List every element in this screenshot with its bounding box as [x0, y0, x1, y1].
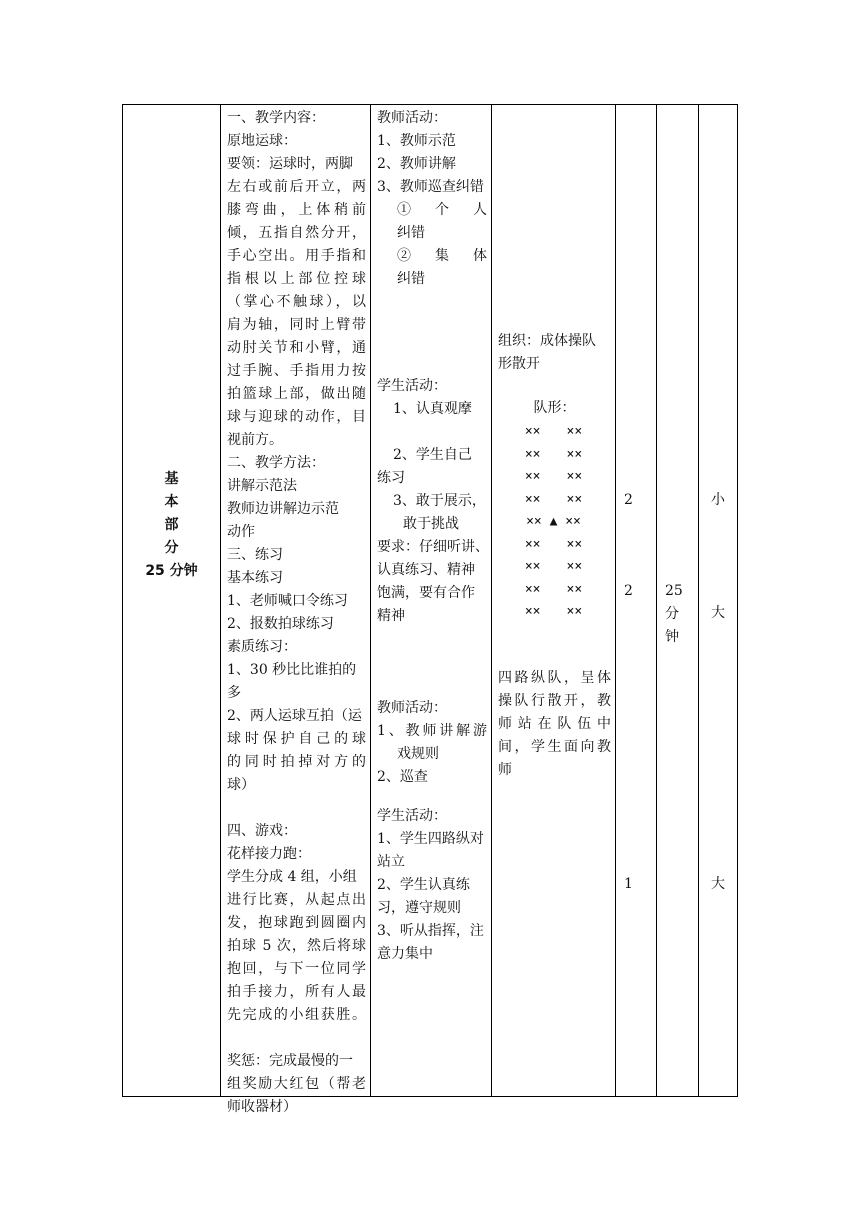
lesson-plan-table [122, 104, 738, 1115]
content-line: 2、两人运球互拍（运 [227, 708, 362, 724]
content-line: 过手腕、手指用力按 [227, 363, 366, 379]
formation-row: ×× ×× [524, 491, 583, 507]
count-value: 2 [624, 583, 633, 599]
activity-line: 精神 [377, 608, 405, 624]
content-line: 拍篮球上部，做出随 [227, 386, 366, 402]
activity-line: 学生活动： [377, 378, 447, 394]
activity-line: 练习 [377, 470, 405, 486]
content-line: 要领：运球时，两脚 [227, 156, 353, 172]
content-line: 球与迎球的动作，目 [227, 409, 366, 425]
content-line: 的同时拍掉对方的 [227, 754, 366, 770]
content-line: 左右或前后开立，两 [227, 179, 366, 195]
content-line: 四、游戏： [227, 823, 297, 839]
content-line: 师收器材） [227, 1099, 297, 1115]
content-line: 1、老师喊口令练习 [227, 593, 348, 609]
content-line: 肩为轴，同时上臂带 [227, 317, 366, 333]
activity-line: 2、学生认真练 [377, 877, 470, 893]
content-line: 素质练习： [227, 639, 297, 655]
formation-row: ×× ×× [524, 469, 583, 484]
activity-line: 1、认真观摩 [393, 401, 472, 417]
intensity-value: 小 [711, 492, 725, 508]
content-line: 发，抱球跑到圆圈内 [227, 915, 366, 931]
content-line: 1、30 秒比比谁拍的 [227, 662, 357, 678]
section-duration: 25 分钟 [145, 563, 198, 579]
formation-row: ×× ×× [524, 424, 583, 439]
content-line: 原地运球： [227, 133, 297, 149]
formation-row: ×× ×× [524, 581, 583, 597]
intensity-column [699, 105, 737, 1096]
content-line: 视前方。 [227, 432, 283, 448]
activity-line: 教师活动： [377, 700, 447, 716]
content-line: 膝弯曲，上体稍前 [227, 202, 366, 218]
activity-line: ② 集 体 [397, 248, 487, 264]
content-line [227, 1027, 366, 1050]
content-line: 拍球 5 次，然后将球 [227, 938, 366, 954]
activity-line: 饱满，要有合作 [377, 585, 475, 601]
activity-line: 要求：仔细听讲、 [377, 539, 489, 555]
activity-line: 学生活动： [377, 808, 447, 824]
activity-line: ① 个 人 [397, 202, 487, 218]
content-line: 动作 [227, 524, 255, 540]
formation-row: ×× ×× [524, 536, 583, 552]
intensity-value: 大 [711, 876, 725, 892]
time-value: 25 [665, 583, 683, 599]
content-line: 学生分成 4 组，小组 [227, 869, 357, 885]
activity-line: 习，遵守规则 [377, 900, 461, 916]
formation-row: ×× ×× [524, 446, 583, 462]
organization-line: 四路纵队，呈体 [498, 670, 611, 686]
content-line: 三、练习 [227, 547, 283, 563]
activity-line: 纠错 [397, 225, 425, 241]
section-char: 本 [164, 494, 179, 510]
organization-line: 间，学生面向教 [498, 739, 611, 755]
content-line: 先完成的小组获胜。 [227, 1007, 366, 1023]
activity-line: 教师活动： [377, 110, 447, 126]
activity-line: 2、学生自己 [393, 447, 472, 463]
formation-row: ×× ×× [524, 604, 583, 619]
activity-line: 3、敢于展示， [393, 493, 486, 509]
content-line [227, 797, 366, 820]
count-value: 1 [624, 876, 633, 892]
organization-line: 师 [498, 762, 512, 778]
activity-line [377, 421, 487, 444]
section-char: 基 [164, 471, 179, 487]
activity-line: 站立 [377, 854, 405, 870]
content-line: 教师边讲解边示范 [227, 501, 339, 517]
formation-title: 队形： [533, 400, 576, 416]
formation-row: ×× ×× [524, 559, 583, 574]
organization-line: 组织：成体操队 [498, 333, 596, 349]
activity-line: 2、巡查 [377, 769, 428, 785]
activity-line: 1、教师示范 [377, 133, 456, 149]
content-line: 动肘关节和小臂，通 [227, 340, 366, 356]
count-column [616, 105, 656, 1096]
section-char: 分 [164, 540, 179, 556]
time-unit: 钟 [665, 629, 679, 645]
content-line: 基本练习 [227, 570, 283, 586]
content-line: 拍手接力，所有人最 [227, 984, 366, 1000]
activity-line: 1、学生四路纵对 [377, 831, 484, 847]
activity-line: 3、教师巡查纠错 [377, 179, 484, 195]
content-line: 二、教学方法： [227, 455, 325, 471]
activity-line: 3、听从指挥，注 [377, 923, 484, 939]
organization-column [492, 105, 615, 1096]
section-char: 部 [164, 517, 179, 533]
content-line: 奖惩：完成最慢的一 [227, 1053, 353, 1069]
activity-line: 戏规则 [397, 746, 439, 762]
activity-line: 认真练习、精神 [377, 562, 475, 578]
section-column [123, 105, 220, 1096]
activity-line: 敢于挑战 [403, 516, 459, 532]
content-line: 手心空出。用手指和 [227, 248, 366, 264]
content-line: 球时保护自己的球 [227, 731, 366, 747]
content-column [221, 105, 370, 1115]
intensity-value: 大 [711, 605, 725, 621]
activity-line: 2、教师讲解 [377, 156, 456, 172]
content-line: 组奖励大红包（帮老 [227, 1076, 366, 1092]
content-line: 一、教学内容： [227, 110, 325, 126]
activity-line: 意力集中 [377, 946, 433, 962]
content-line: 花样接力跑： [227, 846, 311, 862]
content-line: 多 [227, 685, 241, 701]
content-line: 进行比赛，从起点出 [227, 892, 366, 908]
content-line: 指根以上部位控球 [227, 271, 366, 287]
activity-line: 1、教师讲解游 [377, 723, 487, 739]
formation-row: ×× ▲ ×× [526, 514, 581, 529]
content-line: 球） [227, 777, 255, 793]
content-line: 讲解示范法 [227, 478, 297, 494]
content-line: 2、报数拍球练习 [227, 616, 334, 632]
time-unit: 分 [665, 606, 679, 622]
activity-column [371, 105, 491, 1096]
organization-line: 形散开 [498, 356, 540, 372]
count-value: 2 [624, 492, 633, 508]
content-line: （掌心不触球），以 [227, 294, 366, 310]
organization-line: 操队行散开，教 [498, 693, 611, 709]
time-column [657, 105, 698, 1096]
content-line: 倾，五指自然分开， [227, 225, 366, 241]
organization-line: 师站在队伍中 [498, 716, 611, 732]
activity-line: 纠错 [397, 271, 425, 287]
content-line: 抱回，与下一位同学 [227, 961, 366, 977]
